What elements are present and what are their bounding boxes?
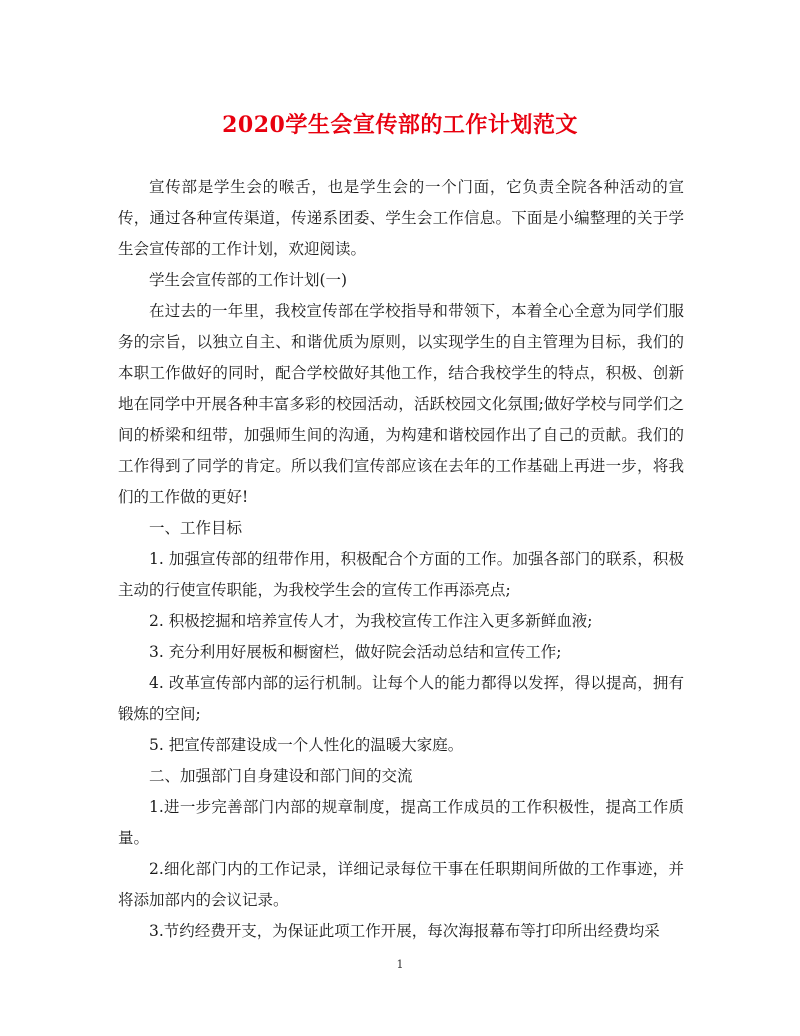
- paragraph: 1.进一步完善部门内部的规章制度，提高工作成员的工作积极性，提高工作质量。: [118, 798, 684, 847]
- document-title: 2020学生会宣传部的工作计划范文: [222, 112, 578, 138]
- paragraph: 学生会宣传部的工作计划(一): [149, 271, 348, 289]
- section-heading: 二、加强部门自身建设和部门间的交流: [149, 767, 413, 785]
- paragraph: 3. 充分利用好展板和橱窗栏，做好院会活动总结和宣传工作;: [149, 643, 562, 661]
- paragraph: 5. 把宣传部建设成一个人性化的温暖大家庭。: [149, 736, 464, 754]
- paragraph: 2. 积极挖掘和培养宣传人才，为我校宣传工作注入更多新鲜血液;: [149, 612, 593, 630]
- paragraph: 4. 改革宣传部内部的运行机制。让每个人的能力都得以发挥，得以提高，拥有锻炼的空间;: [118, 674, 684, 723]
- document-body: [118, 172, 684, 947]
- paragraph: 在过去的一年里，我校宣传部在学校指导和带领下，本着全心全意为同学们服务的宗旨，以独立自主、和谐优质为原则，以实现学生的自主管理为目标，我们的本职工作做好的同时，配合学校做好其他工作，结合我校学生的特点，积极、创新地在同学中开展各种丰富多彩的校园活动，活跃校园文化氛围;做好学校与同学们之间的桥梁和纽带，加强师生间的沟通，为构建和谐校园作出了自己的贡献。我们的工作得到了同学的肯定。所以我们宣传部应该在去年的工作基础上再进一步，将我们的工作做的更好!: [118, 302, 684, 506]
- paragraph: 2.细化部门内的工作记录，详细记录每位干事在任职期间所做的工作事迹，并将添加部内的会议记录。: [118, 860, 684, 909]
- paragraph: 3.节约经费开支，为保证此项工作开展，每次海报幕布等打印所出经费均采: [149, 922, 660, 940]
- paragraph: 宣传部是学生会的喉舌，也是学生会的一个门面，它负责全院各种活动的宣传，通过各种宣传渠道，传递系团委、学生会工作信息。下面是小编整理的关于学生会宣传部的工作计划，欢迎阅读。: [118, 178, 684, 258]
- page-number: 1: [396, 958, 404, 971]
- section-heading: 一、工作目标: [149, 519, 243, 537]
- paragraph: 1. 加强宣传部的纽带作用，积极配合个方面的工作。加强各部门的联系，积极主动的行使宣传职能，为我校学生会的宣传工作再添亮点;: [118, 550, 684, 599]
